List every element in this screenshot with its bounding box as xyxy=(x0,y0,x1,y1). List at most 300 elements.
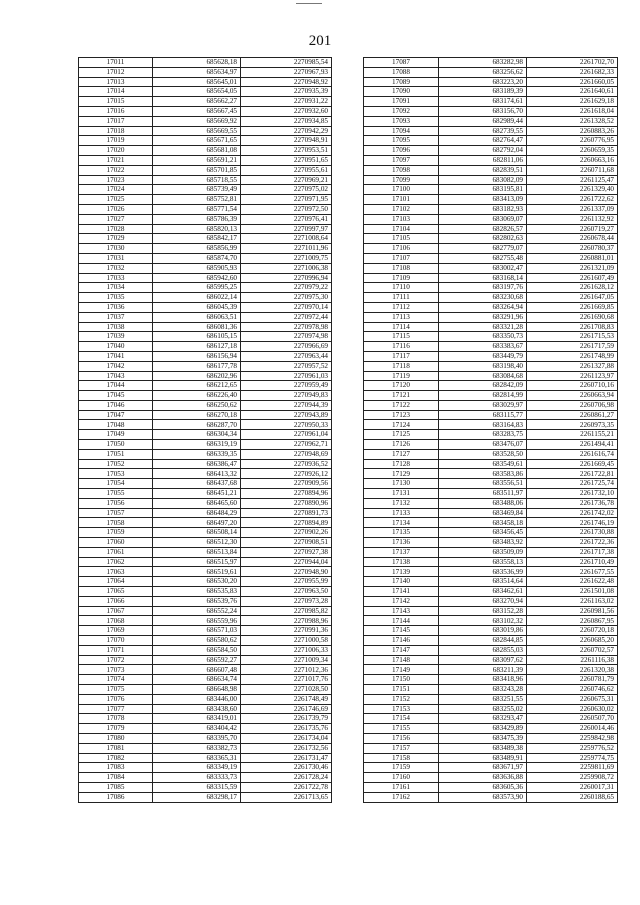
point-number-cell: 17092 xyxy=(364,106,439,116)
y-coordinate-cell: 2270927,38 xyxy=(241,547,332,557)
y-coordinate-cell: 2270969,21 xyxy=(241,175,332,185)
point-number-cell: 17145 xyxy=(364,626,439,636)
point-number-cell: 17128 xyxy=(364,459,439,469)
x-coordinate-cell: 682989,44 xyxy=(439,116,527,126)
table-row xyxy=(79,302,332,312)
table-row xyxy=(364,244,618,254)
y-coordinate-cell: 2270997,97 xyxy=(241,224,332,234)
point-number-cell: 17113 xyxy=(364,312,439,322)
y-coordinate-cell: 2270943,89 xyxy=(241,410,332,420)
x-coordinate-cell: 686552,24 xyxy=(153,606,241,616)
table-row xyxy=(364,155,618,165)
x-coordinate-cell: 683449,79 xyxy=(439,351,527,361)
y-coordinate-cell: 2270973,28 xyxy=(241,596,332,606)
x-coordinate-cell: 685634,97 xyxy=(153,67,241,77)
table-row xyxy=(79,430,332,440)
point-number-cell: 17027 xyxy=(79,214,153,224)
y-coordinate-cell: 2270894,89 xyxy=(241,518,332,528)
y-coordinate-cell: 2261732,10 xyxy=(527,489,618,499)
x-coordinate-cell: 685718,55 xyxy=(153,175,241,185)
table-row xyxy=(79,283,332,293)
point-number-cell: 17060 xyxy=(79,538,153,548)
x-coordinate-cell: 686584,50 xyxy=(153,645,241,655)
x-coordinate-cell: 683321,28 xyxy=(439,322,527,332)
table-row xyxy=(364,410,618,420)
x-coordinate-cell: 686127,18 xyxy=(153,342,241,352)
x-coordinate-cell: 683156,70 xyxy=(439,106,527,116)
table-row xyxy=(79,420,332,430)
y-coordinate-cell: 2270963,50 xyxy=(241,587,332,597)
point-number-cell: 17162 xyxy=(364,792,439,802)
y-coordinate-cell: 2260881,01 xyxy=(527,253,618,263)
y-coordinate-cell: 2261647,05 xyxy=(527,293,618,303)
table-row xyxy=(364,459,618,469)
x-coordinate-cell: 685701,85 xyxy=(153,165,241,175)
y-coordinate-cell: 2270972,50 xyxy=(241,204,332,214)
table-row xyxy=(364,204,618,214)
point-number-cell: 17095 xyxy=(364,136,439,146)
y-coordinate-cell: 2270944,04 xyxy=(241,557,332,567)
table-row xyxy=(79,253,332,263)
y-coordinate-cell: 2261742,02 xyxy=(527,508,618,518)
point-number-cell: 17130 xyxy=(364,479,439,489)
y-coordinate-cell: 2270932,60 xyxy=(241,106,332,116)
table-row xyxy=(79,351,332,361)
point-number-cell: 17103 xyxy=(364,214,439,224)
y-coordinate-cell: 2259776,52 xyxy=(527,743,618,753)
x-coordinate-cell: 683383,67 xyxy=(439,342,527,352)
point-number-cell: 17083 xyxy=(79,763,153,773)
point-number-cell: 17153 xyxy=(364,704,439,714)
y-coordinate-cell: 2261713,65 xyxy=(241,792,332,802)
table-row xyxy=(79,214,332,224)
point-number-cell: 17056 xyxy=(79,498,153,508)
table-row xyxy=(364,547,618,557)
point-number-cell: 17038 xyxy=(79,322,153,332)
table-row xyxy=(364,420,618,430)
x-coordinate-cell: 683350,73 xyxy=(439,332,527,342)
x-coordinate-cell: 683264,94 xyxy=(439,302,527,312)
x-coordinate-cell: 683365,31 xyxy=(153,753,241,763)
y-coordinate-cell: 2270936,52 xyxy=(241,459,332,469)
point-number-cell: 17042 xyxy=(79,361,153,371)
table-row xyxy=(79,469,332,479)
table-row xyxy=(79,155,332,165)
y-coordinate-cell: 2261722,78 xyxy=(241,782,332,792)
y-coordinate-cell: 2260883,26 xyxy=(527,126,618,136)
y-coordinate-cell: 2260867,95 xyxy=(527,616,618,626)
y-coordinate-cell: 2260659,35 xyxy=(527,146,618,156)
table-row xyxy=(364,508,618,518)
y-coordinate-cell: 2271012,36 xyxy=(241,665,332,675)
y-coordinate-cell: 2260507,70 xyxy=(527,714,618,724)
x-coordinate-cell: 686648,98 xyxy=(153,685,241,695)
y-coordinate-cell: 2261722,81 xyxy=(527,469,618,479)
point-number-cell: 17089 xyxy=(364,77,439,87)
x-coordinate-cell: 683489,91 xyxy=(439,753,527,763)
point-number-cell: 17015 xyxy=(79,97,153,107)
x-coordinate-cell: 686580,62 xyxy=(153,636,241,646)
y-coordinate-cell: 2271028,50 xyxy=(241,685,332,695)
point-number-cell: 17048 xyxy=(79,420,153,430)
y-coordinate-cell: 2270971,95 xyxy=(241,195,332,205)
point-number-cell: 17078 xyxy=(79,714,153,724)
table-row xyxy=(364,77,618,87)
point-number-cell: 17094 xyxy=(364,126,439,136)
point-number-cell: 17074 xyxy=(79,675,153,685)
table-row xyxy=(79,146,332,156)
y-coordinate-cell: 2261746,19 xyxy=(527,518,618,528)
point-number-cell: 17016 xyxy=(79,106,153,116)
table-row xyxy=(364,724,618,734)
x-coordinate-cell: 685671,65 xyxy=(153,136,241,146)
table-row xyxy=(79,234,332,244)
x-coordinate-cell: 683315,59 xyxy=(153,782,241,792)
table-row xyxy=(364,440,618,450)
table-row xyxy=(364,146,618,156)
point-number-cell: 17107 xyxy=(364,253,439,263)
point-number-cell: 17084 xyxy=(79,773,153,783)
x-coordinate-cell: 683255,02 xyxy=(439,704,527,714)
table-row xyxy=(364,518,618,528)
table-row xyxy=(79,616,332,626)
table-row xyxy=(79,116,332,126)
y-coordinate-cell: 2261739,79 xyxy=(241,714,332,724)
y-coordinate-cell: 2260780,37 xyxy=(527,244,618,254)
point-number-cell: 17065 xyxy=(79,587,153,597)
point-number-cell: 17045 xyxy=(79,391,153,401)
point-number-cell: 17049 xyxy=(79,430,153,440)
point-number-cell: 17043 xyxy=(79,371,153,381)
point-number-cell: 17122 xyxy=(364,400,439,410)
x-coordinate-cell: 683483,92 xyxy=(439,538,527,548)
table-row xyxy=(364,351,618,361)
y-coordinate-cell: 2260711,68 xyxy=(527,165,618,175)
point-number-cell: 17115 xyxy=(364,332,439,342)
table-row xyxy=(79,577,332,587)
x-coordinate-cell: 685771,54 xyxy=(153,204,241,214)
x-coordinate-cell: 683382,73 xyxy=(153,743,241,753)
y-coordinate-cell: 2271009,34 xyxy=(241,655,332,665)
point-number-cell: 17132 xyxy=(364,498,439,508)
table-row xyxy=(79,58,332,68)
x-coordinate-cell: 683413,09 xyxy=(439,195,527,205)
point-number-cell: 17036 xyxy=(79,302,153,312)
table-row xyxy=(79,626,332,636)
table-row xyxy=(364,694,618,704)
table-row xyxy=(79,244,332,254)
y-coordinate-cell: 2270967,93 xyxy=(241,67,332,77)
table-row xyxy=(364,665,618,675)
x-coordinate-cell: 683605,36 xyxy=(439,782,527,792)
table-row xyxy=(79,773,332,783)
point-number-cell: 17139 xyxy=(364,567,439,577)
y-coordinate-cell: 2271006,33 xyxy=(241,645,332,655)
x-coordinate-cell: 683671,97 xyxy=(439,763,527,773)
x-coordinate-cell: 683509,09 xyxy=(439,547,527,557)
point-number-cell: 17119 xyxy=(364,371,439,381)
point-number-cell: 17100 xyxy=(364,185,439,195)
y-coordinate-cell: 2270988,96 xyxy=(241,616,332,626)
point-number-cell: 17020 xyxy=(79,146,153,156)
y-coordinate-cell: 2261494,41 xyxy=(527,440,618,450)
table-row xyxy=(79,263,332,273)
point-number-cell: 17073 xyxy=(79,665,153,675)
table-row xyxy=(364,175,618,185)
point-number-cell: 17114 xyxy=(364,322,439,332)
table-row xyxy=(364,479,618,489)
y-coordinate-cell: 2260720,18 xyxy=(527,626,618,636)
point-number-cell: 17040 xyxy=(79,342,153,352)
y-coordinate-cell: 2270890,96 xyxy=(241,498,332,508)
y-coordinate-cell: 2270996,94 xyxy=(241,273,332,283)
table-row xyxy=(79,175,332,185)
y-coordinate-cell: 2271000,58 xyxy=(241,636,332,646)
table-row xyxy=(79,645,332,655)
point-number-cell: 17030 xyxy=(79,244,153,254)
x-coordinate-cell: 685739,49 xyxy=(153,185,241,195)
table-row xyxy=(364,567,618,577)
point-number-cell: 17117 xyxy=(364,351,439,361)
y-coordinate-cell: 2261702,70 xyxy=(527,58,618,68)
table-row xyxy=(364,596,618,606)
y-coordinate-cell: 2260663,94 xyxy=(527,391,618,401)
x-coordinate-cell: 686539,76 xyxy=(153,596,241,606)
point-number-cell: 17062 xyxy=(79,557,153,567)
point-number-cell: 17109 xyxy=(364,273,439,283)
point-number-cell: 17082 xyxy=(79,753,153,763)
x-coordinate-cell: 685942,60 xyxy=(153,273,241,283)
x-coordinate-cell: 686592,27 xyxy=(153,655,241,665)
x-coordinate-cell: 686437,68 xyxy=(153,479,241,489)
x-coordinate-cell: 685669,92 xyxy=(153,116,241,126)
table-row xyxy=(79,782,332,792)
x-coordinate-cell: 683230,68 xyxy=(439,293,527,303)
x-coordinate-cell: 683097,62 xyxy=(439,655,527,665)
point-number-cell: 17134 xyxy=(364,518,439,528)
x-coordinate-cell: 683029,97 xyxy=(439,400,527,410)
x-coordinate-cell: 683168,14 xyxy=(439,273,527,283)
table-row xyxy=(79,97,332,107)
y-coordinate-cell: 2261607,49 xyxy=(527,273,618,283)
x-coordinate-cell: 685691,21 xyxy=(153,155,241,165)
y-coordinate-cell: 2261748,49 xyxy=(241,694,332,704)
y-coordinate-cell: 2260710,16 xyxy=(527,381,618,391)
x-coordinate-cell: 683019,86 xyxy=(439,626,527,636)
point-number-cell: 17055 xyxy=(79,489,153,499)
x-coordinate-cell: 686513,84 xyxy=(153,547,241,557)
y-coordinate-cell: 2260776,95 xyxy=(527,136,618,146)
x-coordinate-cell: 683636,88 xyxy=(439,773,527,783)
table-row xyxy=(364,645,618,655)
y-coordinate-cell: 2261677,55 xyxy=(527,567,618,577)
point-number-cell: 17044 xyxy=(79,381,153,391)
x-coordinate-cell: 682855,03 xyxy=(439,645,527,655)
y-coordinate-cell: 2261708,83 xyxy=(527,322,618,332)
x-coordinate-cell: 683082,09 xyxy=(439,175,527,185)
y-coordinate-cell: 2261710,49 xyxy=(527,557,618,567)
x-coordinate-cell: 685628,18 xyxy=(153,58,241,68)
table-row xyxy=(79,381,332,391)
y-coordinate-cell: 2270991,36 xyxy=(241,626,332,636)
point-number-cell: 17057 xyxy=(79,508,153,518)
table-row xyxy=(79,538,332,548)
x-coordinate-cell: 683489,38 xyxy=(439,743,527,753)
x-coordinate-cell: 685669,55 xyxy=(153,126,241,136)
table-row xyxy=(364,224,618,234)
point-number-cell: 17031 xyxy=(79,253,153,263)
point-number-cell: 17037 xyxy=(79,312,153,322)
y-coordinate-cell: 2270948,91 xyxy=(241,136,332,146)
y-coordinate-cell: 2260746,62 xyxy=(527,685,618,695)
point-number-cell: 17072 xyxy=(79,655,153,665)
table-row xyxy=(79,587,332,597)
point-number-cell: 17077 xyxy=(79,704,153,714)
table-row xyxy=(364,655,618,665)
x-coordinate-cell: 685856,99 xyxy=(153,244,241,254)
x-coordinate-cell: 686634,74 xyxy=(153,675,241,685)
x-coordinate-cell: 686022,14 xyxy=(153,293,241,303)
x-coordinate-cell: 686559,96 xyxy=(153,616,241,626)
table-row xyxy=(79,498,332,508)
x-coordinate-cell: 683556,51 xyxy=(439,479,527,489)
point-number-cell: 17120 xyxy=(364,381,439,391)
table-row xyxy=(79,449,332,459)
table-row xyxy=(79,528,332,538)
table-row xyxy=(364,361,618,371)
table-row xyxy=(79,371,332,381)
table-row xyxy=(79,753,332,763)
point-number-cell: 17025 xyxy=(79,195,153,205)
table-row xyxy=(79,322,332,332)
x-coordinate-cell: 685752,81 xyxy=(153,195,241,205)
y-coordinate-cell: 2270985,82 xyxy=(241,606,332,616)
table-row xyxy=(364,302,618,312)
point-number-cell: 17035 xyxy=(79,293,153,303)
y-coordinate-cell: 2270926,12 xyxy=(241,469,332,479)
point-number-cell: 17028 xyxy=(79,224,153,234)
table-row xyxy=(79,185,332,195)
x-coordinate-cell: 683333,73 xyxy=(153,773,241,783)
table-row xyxy=(79,489,332,499)
table-row xyxy=(364,293,618,303)
point-number-cell: 17123 xyxy=(364,410,439,420)
point-number-cell: 17066 xyxy=(79,596,153,606)
y-coordinate-cell: 2271011,96 xyxy=(241,244,332,254)
x-coordinate-cell: 685645,01 xyxy=(153,77,241,87)
table-row xyxy=(79,459,332,469)
table-row xyxy=(364,636,618,646)
y-coordinate-cell: 2260706,98 xyxy=(527,400,618,410)
x-coordinate-cell: 686413,32 xyxy=(153,469,241,479)
table-row xyxy=(79,410,332,420)
table-row xyxy=(79,714,332,724)
y-coordinate-cell: 2259811,69 xyxy=(527,763,618,773)
table-row xyxy=(364,714,618,724)
y-coordinate-cell: 2261123,97 xyxy=(527,371,618,381)
table-row xyxy=(79,136,332,146)
x-coordinate-cell: 686226,40 xyxy=(153,391,241,401)
x-coordinate-cell: 686571,03 xyxy=(153,626,241,636)
point-number-cell: 17106 xyxy=(364,244,439,254)
y-coordinate-cell: 2261669,45 xyxy=(527,459,618,469)
x-coordinate-cell: 683084,68 xyxy=(439,371,527,381)
table-row xyxy=(79,724,332,734)
table-row xyxy=(364,763,618,773)
point-number-cell: 17127 xyxy=(364,449,439,459)
page-number: 201 xyxy=(308,33,332,49)
y-coordinate-cell: 2261717,38 xyxy=(527,547,618,557)
x-coordinate-cell: 683002,47 xyxy=(439,263,527,273)
point-number-cell: 17116 xyxy=(364,342,439,352)
y-coordinate-cell: 2261725,74 xyxy=(527,479,618,489)
table-row xyxy=(364,449,618,459)
point-number-cell: 17051 xyxy=(79,449,153,459)
y-coordinate-cell: 2260663,16 xyxy=(527,155,618,165)
y-coordinate-cell: 2261329,40 xyxy=(527,185,618,195)
x-coordinate-cell: 686081,36 xyxy=(153,322,241,332)
table-row xyxy=(364,371,618,381)
point-number-cell: 17105 xyxy=(364,234,439,244)
table-row xyxy=(364,498,618,508)
x-coordinate-cell: 686063,51 xyxy=(153,312,241,322)
x-coordinate-cell: 685995,25 xyxy=(153,283,241,293)
table-row xyxy=(79,312,332,322)
y-coordinate-cell: 2270953,51 xyxy=(241,146,332,156)
x-coordinate-cell: 683174,61 xyxy=(439,97,527,107)
x-coordinate-cell: 683418,96 xyxy=(439,675,527,685)
x-coordinate-cell: 683419,01 xyxy=(153,714,241,724)
point-number-cell: 17011 xyxy=(79,58,153,68)
point-number-cell: 17125 xyxy=(364,430,439,440)
table-row xyxy=(364,469,618,479)
table-row xyxy=(364,195,618,205)
table-row xyxy=(364,332,618,342)
x-coordinate-cell: 683549,61 xyxy=(439,459,527,469)
x-coordinate-cell: 686045,39 xyxy=(153,302,241,312)
y-coordinate-cell: 2270894,96 xyxy=(241,489,332,499)
table-row xyxy=(79,675,332,685)
table-row xyxy=(364,430,618,440)
point-number-cell: 17022 xyxy=(79,165,153,175)
point-number-cell: 17069 xyxy=(79,626,153,636)
x-coordinate-cell: 686287,70 xyxy=(153,420,241,430)
table-row xyxy=(364,106,618,116)
x-coordinate-cell: 686177,78 xyxy=(153,361,241,371)
y-coordinate-cell: 2259842,98 xyxy=(527,733,618,743)
x-coordinate-cell: 682839,51 xyxy=(439,165,527,175)
point-number-cell: 17097 xyxy=(364,155,439,165)
y-coordinate-cell: 2270909,56 xyxy=(241,479,332,489)
y-coordinate-cell: 2261327,88 xyxy=(527,361,618,371)
x-coordinate-cell: 686515,97 xyxy=(153,557,241,567)
point-number-cell: 17140 xyxy=(364,577,439,587)
table-row xyxy=(364,616,618,626)
y-coordinate-cell: 2261132,92 xyxy=(527,214,618,224)
point-number-cell: 17059 xyxy=(79,528,153,538)
y-coordinate-cell: 2261328,52 xyxy=(527,116,618,126)
table-row xyxy=(79,557,332,567)
table-row xyxy=(79,733,332,743)
x-coordinate-cell: 686465,60 xyxy=(153,498,241,508)
y-coordinate-cell: 2261732,56 xyxy=(241,743,332,753)
y-coordinate-cell: 2270942,29 xyxy=(241,126,332,136)
point-number-cell: 17058 xyxy=(79,518,153,528)
y-coordinate-cell: 2270961,03 xyxy=(241,371,332,381)
y-coordinate-cell: 2260973,35 xyxy=(527,420,618,430)
y-coordinate-cell: 2261320,38 xyxy=(527,665,618,675)
point-number-cell: 17131 xyxy=(364,489,439,499)
